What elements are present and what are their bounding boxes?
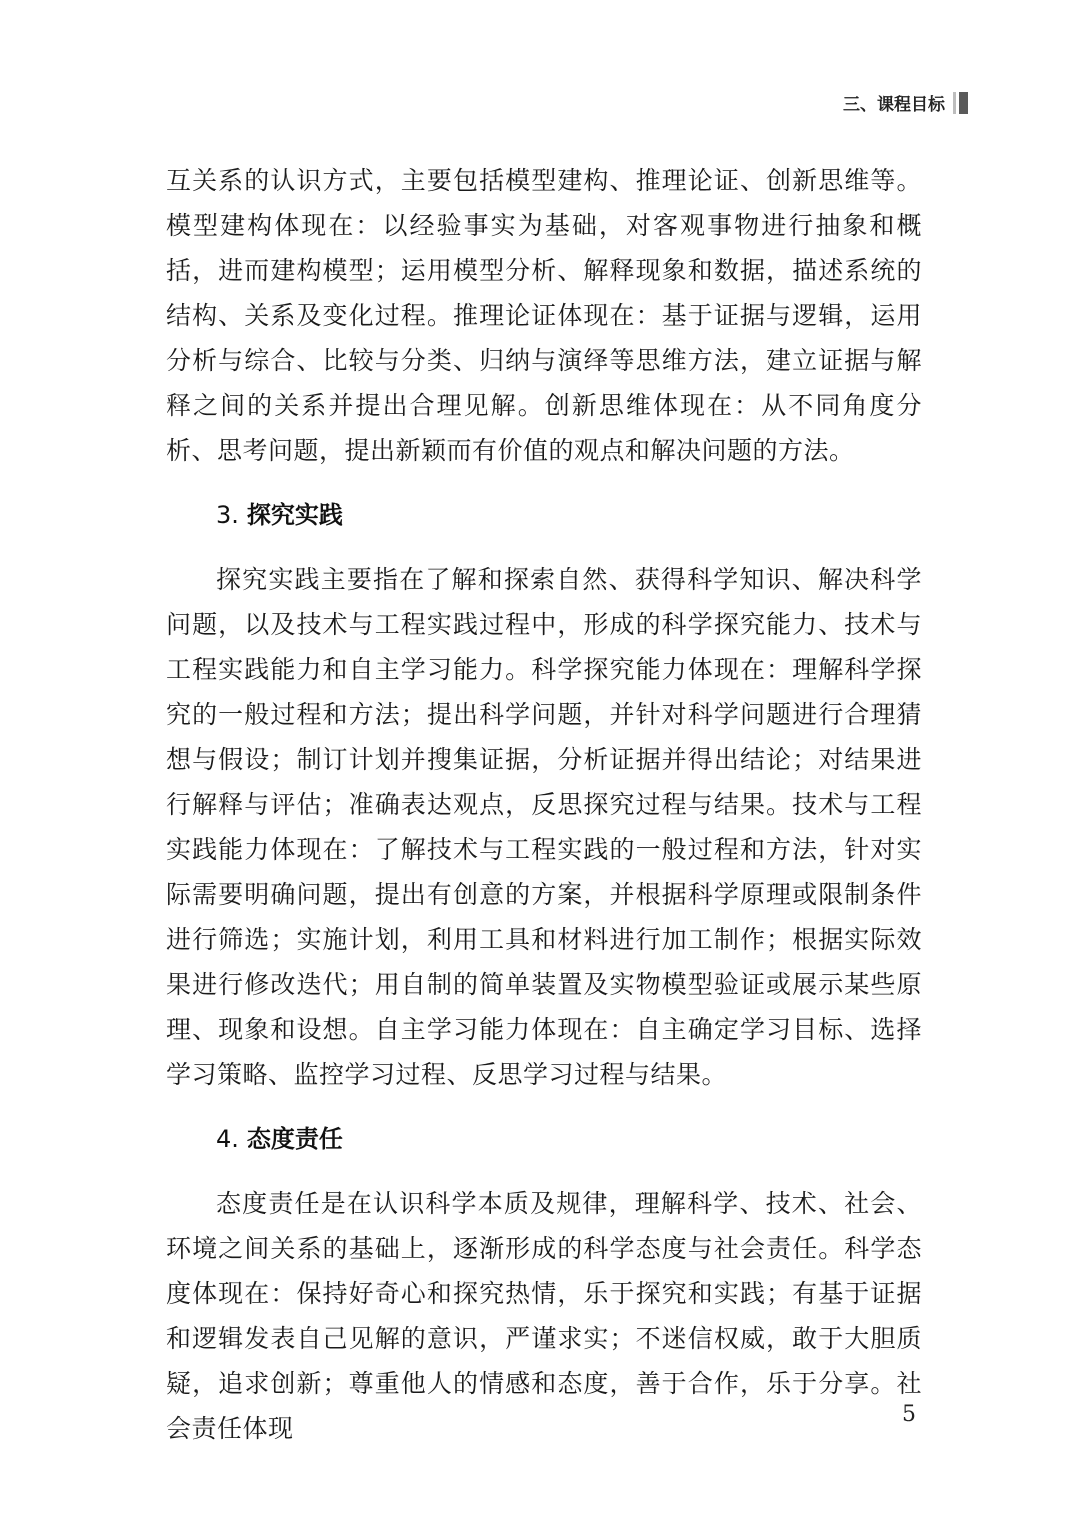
header-bar-thick	[959, 92, 968, 114]
section-title: 探究实践	[246, 501, 343, 529]
header-bar-ornament	[953, 92, 968, 114]
page-content	[166, 158, 922, 1451]
section-heading-3	[166, 493, 922, 537]
header-bar-thin	[953, 92, 956, 114]
continuation-paragraph: 互关系的认识方式，主要包括模型建构、推理论证、创新思维等。模型建构体现在：以经验事实为基础，对客观事物进行抽象和概括，进而建构模型；运用模型分析、解释现象和数据，描述系统的结构、关系及变化过程。推理论证体现在：基于证据与逻辑，运用分析与综合、比较与分类、归纳与演绎等思维方法，建立证据与解释之间的关系并提出合理见解。创新思维体现在：从不同角度分析、思考问题，提出新颖而有价值的观点和解决问题的方法。	[166, 166, 922, 465]
chapter-title: 三、课程目标	[843, 95, 945, 115]
running-header	[843, 90, 968, 115]
page-number: 5	[902, 1402, 916, 1427]
section-number: 3.	[216, 501, 239, 529]
section-paragraph-3: 探究实践主要指在了解和探索自然、获得科学知识、解决科学问题，以及技术与工程实践过程中，形成的科学探究能力、技术与工程实践能力和自主学习能力。科学探究能力体现在：理解科学探究的一般过程和方法；提出科学问题，并针对科学问题进行合理猜想与假设；制订计划并搜集证据，分析证据并得出结论；对结果进行解释与评估；准确表达观点，反思探究过程与结果。技术与工程实践能力体现在：了解技术与工程实践的一般过程和方法，针对实际需要明确问题，提出有创意的方案，并根据科学原理或限制条件进行筛选；实施计划，利用工具和材料进行加工制作；根据实际效果进行修改迭代；用自制的简单装置及实物模型验证或展示某些原理、现象和设想。自主学习能力体现在：自主确定学习目标、选择学习策略、监控学习过程、反思学习过程与结果。	[166, 565, 922, 1089]
section-title: 态度责任	[246, 1125, 343, 1153]
section-heading-4	[166, 1117, 922, 1161]
section-number: 4.	[216, 1125, 239, 1153]
section-paragraph-4: 态度责任是在认识科学本质及规律，理解科学、技术、社会、环境之间关系的基础上，逐渐形成的科学态度与社会责任。科学态度体现在：保持好奇心和探究热情，乐于探究和实践；有基于证据和逻辑发表自己见解的意识，严谨求实；不迷信权威，敢于大胆质疑，追求创新；尊重他人的情感和态度，善于合作，乐于分享。社会责任体现	[166, 1189, 922, 1443]
